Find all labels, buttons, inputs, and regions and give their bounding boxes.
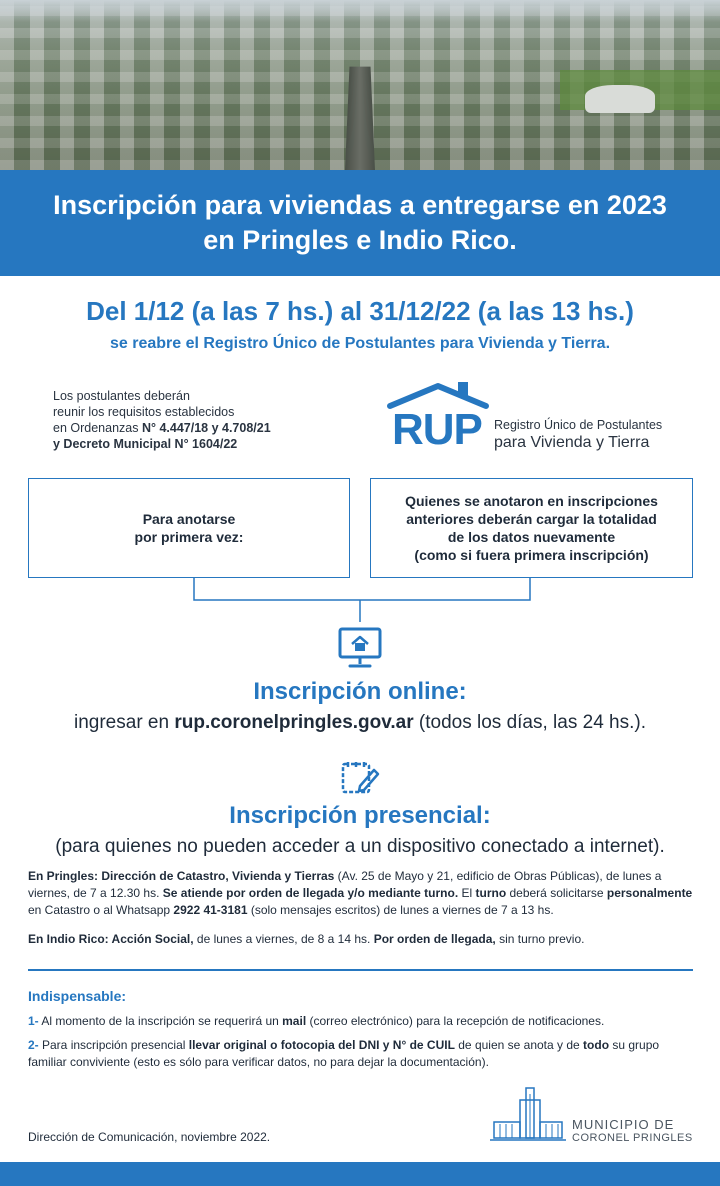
footer-bar <box>0 1162 720 1186</box>
indio-rico-info: En Indio Rico: Acción Social, de lunes a viernes, de 8 a 14 hs. Por orden de llegada, sin turno previo. <box>28 932 585 946</box>
rup-line2: para Vivienda y Tierra <box>494 434 650 451</box>
first-time-box: Para anotarse por primera vez: <box>28 478 350 578</box>
municipality-name-line1: MUNICIPIO DE <box>572 1117 675 1132</box>
in-person-registration <box>0 800 720 860</box>
form-pencil-icon <box>340 758 380 796</box>
previous-registrants-box: Quienes se anotaron en inscripciones anteriores deberán cargar la totalidad de los datos nuevamente (como si fuera primera inscripción) <box>370 478 693 578</box>
list-item: 2- Para inscripción presencial llevar original o fotocopia del DNI y N° de CUIL de quien se anota y de todo su grupo familiar conviviente (esto es sólo para verificar datos, no para dejar la documentación). <box>28 1038 660 1069</box>
municipality-name-line2: CORONEL PRINGLES <box>572 1132 693 1144</box>
computer-home-icon <box>337 626 383 670</box>
municipality-logo <box>490 1086 700 1146</box>
credit-line: Dirección de Comunicación, noviembre 2022. <box>28 1130 271 1144</box>
indispensable-section <box>28 988 698 1078</box>
presencial-note: (para quienes no pueden acceder a un dispositivo conectado a internet). <box>55 836 665 857</box>
list-item: 1- Al momento de la inscripción se requerirá un mail (correo electrónico) para la recepción de notificaciones. <box>28 1014 605 1028</box>
indispensable-heading: Indispensable: <box>28 988 127 1004</box>
online-registration: Inscripción online: ingresar en rup.coronelpringles.gov.ar (todos los días, las 24 hs.). <box>0 676 720 736</box>
rup-line1: Registro Único de Postulantes <box>494 418 663 432</box>
section-divider <box>28 969 693 971</box>
requirements-text: Los postulantes deberán reunir los requisitos establecidos en Ordenanzas N° 4.447/18 y 4.708/21 y Decreto Municipal N° 1604/22 <box>53 389 271 451</box>
municipal-building-icon <box>490 1086 566 1146</box>
online-heading: Inscripción online: <box>253 678 467 705</box>
presencial-heading: Inscripción presencial: <box>229 802 491 829</box>
rup-letters: RUP <box>392 405 482 454</box>
page-title: Inscripción para viviendas a entregarse en 2023 en Pringles e Indio Rico. <box>53 190 667 255</box>
registration-url[interactable]: rup.coronelpringles.gov.ar <box>174 712 414 733</box>
pringles-info: En Pringles: Dirección de Catastro, Vivienda y Tierras (Av. 25 de Mayo y 21, edificio de Obras Públicas), de lunes a viernes, de 7 a 12.30 hs. Se atiende por orden de llegada y/o mediante turno. El turno deberá solicitarse personalmente en Catastro o al Whatsapp 2922 41-3181 (solo mensajes escritos) de lunes a viernes de 7 a 13 hs. <box>28 869 693 917</box>
date-range: Del 1/12 (a las 7 hs.) al 31/12/22 (a las 13 hs.) <box>86 296 634 326</box>
locations-details <box>28 868 698 960</box>
registry-subtitle: se reabre el Registro Único de Postulantes para Vivienda y Tierra. <box>109 335 611 352</box>
